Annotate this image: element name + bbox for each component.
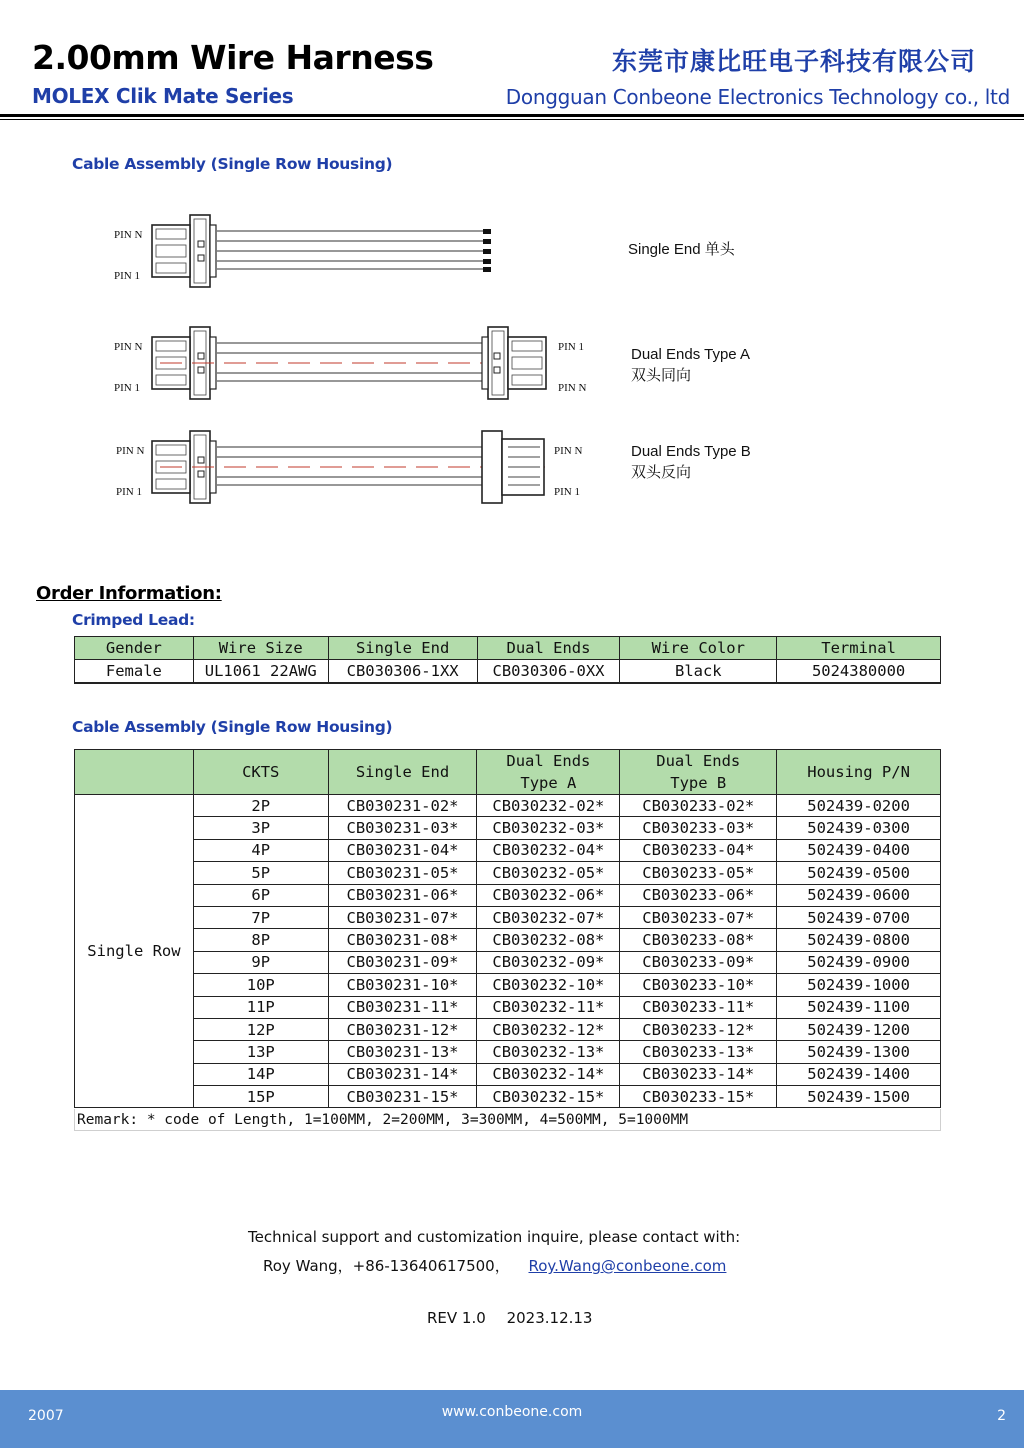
cable-assembly-diagram bbox=[100, 205, 800, 515]
cable-assembly-table bbox=[74, 749, 941, 1108]
table-cell: CB030231-14* bbox=[328, 1063, 477, 1085]
table-cell: Female bbox=[75, 660, 194, 683]
table-cell: 502439-1200 bbox=[777, 1018, 941, 1040]
table-row bbox=[75, 795, 941, 817]
table-row bbox=[75, 974, 941, 996]
table-cell: 502439-0300 bbox=[777, 817, 941, 839]
ckts-cell: 13P bbox=[193, 1041, 328, 1063]
table-cell: CB030231-04* bbox=[328, 839, 477, 861]
table-row bbox=[75, 951, 941, 973]
table-cell: CB030233-15* bbox=[620, 1086, 777, 1108]
table-cell: 502439-0700 bbox=[777, 906, 941, 928]
section-label-cable-assembly: Cable Assembly (Single Row Housing) bbox=[72, 155, 393, 173]
pin-1-label: PIN 1 bbox=[114, 270, 140, 282]
contact-line bbox=[263, 1255, 726, 1276]
ckts-cell: 4P bbox=[193, 839, 328, 861]
table-cell: CB030233-08* bbox=[620, 929, 777, 951]
table-cell: CB030233-14* bbox=[620, 1063, 777, 1085]
pin-n-label: PIN N bbox=[116, 445, 145, 457]
document-title: 2.00mm Wire Harness bbox=[32, 38, 434, 77]
table-cell: CB030233-06* bbox=[620, 884, 777, 906]
header-cell-ckts: CKTS bbox=[193, 750, 328, 795]
table-cell: CB030233-02* bbox=[620, 795, 777, 817]
header-cell: Dual Ends bbox=[477, 637, 620, 660]
table-cell: CB030233-13* bbox=[620, 1041, 777, 1063]
table-cell: CB030232-12* bbox=[477, 1018, 620, 1040]
table-cell: CB030232-10* bbox=[477, 974, 620, 996]
variant-dual-b-label: Dual Ends Type B bbox=[631, 443, 751, 460]
table-row bbox=[75, 1086, 941, 1108]
table-cell: CB030231-02* bbox=[328, 795, 477, 817]
table-cell: 502439-1000 bbox=[777, 974, 941, 996]
table-cell: UL1061 22AWG bbox=[193, 660, 328, 683]
contact-name-phone: Roy Wang，+86-13640617500， bbox=[263, 1257, 510, 1275]
table-cell: CB030231-13* bbox=[328, 1041, 477, 1063]
table-cell: 502439-0900 bbox=[777, 951, 941, 973]
table-row bbox=[75, 817, 941, 839]
table-cell: CB030233-05* bbox=[620, 862, 777, 884]
table-cell: CB030232-07* bbox=[477, 906, 620, 928]
header-cell: Terminal bbox=[777, 637, 941, 660]
footer-website: www.conbeone.com bbox=[441, 1404, 583, 1420]
table-cell: CB030233-09* bbox=[620, 951, 777, 973]
table-cell: CB030306-0XX bbox=[477, 660, 620, 683]
table-cell: CB030232-06* bbox=[477, 884, 620, 906]
table-cell: CB030232-13* bbox=[477, 1041, 620, 1063]
ckts-cell: 12P bbox=[193, 1018, 328, 1040]
crimped-lead-table bbox=[74, 636, 941, 684]
table-cell: CB030231-05* bbox=[328, 862, 477, 884]
header-cell-dual-b: Dual Ends Type B bbox=[620, 750, 777, 795]
table-cell: CB030233-04* bbox=[620, 839, 777, 861]
table-cell: CB030232-04* bbox=[477, 839, 620, 861]
table-cell: 502439-0500 bbox=[777, 862, 941, 884]
table-cell: CB030233-03* bbox=[620, 817, 777, 839]
table-cell: CB030231-12* bbox=[328, 1018, 477, 1040]
table-row bbox=[75, 884, 941, 906]
ckts-cell: 10P bbox=[193, 974, 328, 996]
pin-1-label: PIN 1 bbox=[116, 486, 142, 498]
table-cell: 502439-1500 bbox=[777, 1086, 941, 1108]
table-cell: CB030233-11* bbox=[620, 996, 777, 1018]
contact-email-link[interactable]: Roy.Wang@conbeone.com bbox=[528, 1257, 727, 1275]
table-cell: CB030232-02* bbox=[477, 795, 620, 817]
ckts-cell: 11P bbox=[193, 996, 328, 1018]
header-cell-dual-a: Dual Ends Type A bbox=[477, 750, 620, 795]
contact-intro: Technical support and customization inquire, please contact with: bbox=[248, 1228, 741, 1246]
table-cell: CB030232-15* bbox=[477, 1086, 620, 1108]
footer-page-number: 2 bbox=[997, 1408, 1006, 1424]
variant-dual-a-label: Dual Ends Type A bbox=[631, 346, 750, 363]
header-cell: Wire Color bbox=[620, 637, 777, 660]
table-cell: 502439-0400 bbox=[777, 839, 941, 861]
table-cell: CB030233-12* bbox=[620, 1018, 777, 1040]
table-cell: 5024380000 bbox=[777, 660, 941, 683]
revision-date: 2023.12.13 bbox=[506, 1309, 593, 1327]
table-cell: Black bbox=[620, 660, 777, 683]
header-cell: Gender bbox=[75, 637, 194, 660]
table-header-row bbox=[75, 750, 941, 795]
dual-type-b-connector bbox=[152, 431, 545, 503]
header-cell: Wire Size bbox=[193, 637, 328, 660]
table-row bbox=[75, 996, 941, 1018]
pin-n-label: PIN N bbox=[114, 229, 143, 241]
page-footer bbox=[0, 1390, 1024, 1448]
header-cell-housing: Housing P/N bbox=[777, 750, 941, 795]
table-cell: CB030233-10* bbox=[620, 974, 777, 996]
single-end-connector bbox=[152, 215, 491, 287]
section-label-cable-assembly-2: Cable Assembly (Single Row Housing) bbox=[72, 718, 393, 736]
row-group-label: Single Row bbox=[75, 795, 194, 1108]
header-rule-thin bbox=[0, 119, 1024, 120]
table-cell: CB030231-06* bbox=[328, 884, 477, 906]
table-cell: 502439-0200 bbox=[777, 795, 941, 817]
table-cell: CB030231-09* bbox=[328, 951, 477, 973]
table-row bbox=[75, 660, 941, 683]
variant-dual-b-label-cn: 双头反向 bbox=[631, 464, 692, 481]
table-row bbox=[75, 929, 941, 951]
header-rule bbox=[0, 114, 1024, 117]
pin-n-label: PIN N bbox=[558, 382, 587, 394]
header-cell: Single End bbox=[328, 637, 477, 660]
order-information-title: Order Information: bbox=[36, 583, 222, 604]
variant-dual-a-label-cn: 双头同向 bbox=[631, 367, 692, 384]
table-cell: CB030232-14* bbox=[477, 1063, 620, 1085]
table-row bbox=[75, 906, 941, 928]
table-cell: CB030233-07* bbox=[620, 906, 777, 928]
ckts-cell: 14P bbox=[193, 1063, 328, 1085]
footer-year: 2007 bbox=[28, 1408, 64, 1424]
table-cell: 502439-1400 bbox=[777, 1063, 941, 1085]
table-cell: CB030231-15* bbox=[328, 1086, 477, 1108]
table-cell: CB030231-03* bbox=[328, 817, 477, 839]
table-row bbox=[75, 862, 941, 884]
ckts-cell: 15P bbox=[193, 1086, 328, 1108]
table-cell: CB030232-11* bbox=[477, 996, 620, 1018]
table-cell: CB030231-11* bbox=[328, 996, 477, 1018]
ckts-cell: 3P bbox=[193, 817, 328, 839]
pin-1-label: PIN 1 bbox=[114, 382, 140, 394]
pin-n-label: PIN N bbox=[554, 445, 583, 457]
revision-line bbox=[427, 1309, 592, 1327]
table-cell: CB030231-10* bbox=[328, 974, 477, 996]
ckts-cell: 2P bbox=[193, 795, 328, 817]
crimped-lead-label: Crimped Lead: bbox=[72, 611, 195, 629]
header-cell-empty bbox=[75, 750, 194, 795]
pin-n-label: PIN N bbox=[114, 341, 143, 353]
dual-type-a-connector bbox=[152, 327, 546, 399]
table-cell: 502439-0600 bbox=[777, 884, 941, 906]
length-code-remark: Remark: * code of Length, 1=100MM, 2=200MM, 3=300MM, 4=500MM, 5=1000MM bbox=[74, 1109, 941, 1131]
company-name-cn: 东莞市康比旺电子科技有限公司 bbox=[611, 47, 976, 76]
table-cell: 502439-0800 bbox=[777, 929, 941, 951]
table-cell: CB030231-07* bbox=[328, 906, 477, 928]
revision: REV 1.0 bbox=[427, 1309, 486, 1327]
ckts-cell: 5P bbox=[193, 862, 328, 884]
table-row bbox=[75, 1041, 941, 1063]
table-cell: 502439-1100 bbox=[777, 996, 941, 1018]
document-subtitle: MOLEX Clik Mate Series bbox=[32, 84, 294, 108]
table-cell: 502439-1300 bbox=[777, 1041, 941, 1063]
ckts-cell: 8P bbox=[193, 929, 328, 951]
table-cell: CB030232-08* bbox=[477, 929, 620, 951]
table-cell: CB030306-1XX bbox=[328, 660, 477, 683]
table-cell: CB030232-05* bbox=[477, 862, 620, 884]
header-cell-single-end: Single End bbox=[328, 750, 477, 795]
table-row bbox=[75, 1063, 941, 1085]
table-row bbox=[75, 839, 941, 861]
table-header-row bbox=[75, 637, 941, 660]
table-row bbox=[75, 1018, 941, 1040]
ckts-cell: 6P bbox=[193, 884, 328, 906]
table-cell: CB030232-09* bbox=[477, 951, 620, 973]
table-cell: CB030231-08* bbox=[328, 929, 477, 951]
ckts-cell: 7P bbox=[193, 906, 328, 928]
ckts-cell: 9P bbox=[193, 951, 328, 973]
variant-single-end-label: Single End 单头 bbox=[628, 241, 735, 258]
table-cell: CB030232-03* bbox=[477, 817, 620, 839]
company-name-en: Dongguan Conbeone Electronics Technology co., ltd bbox=[505, 85, 1010, 109]
pin-1-label: PIN 1 bbox=[554, 486, 580, 498]
pin-1-label: PIN 1 bbox=[558, 341, 584, 353]
